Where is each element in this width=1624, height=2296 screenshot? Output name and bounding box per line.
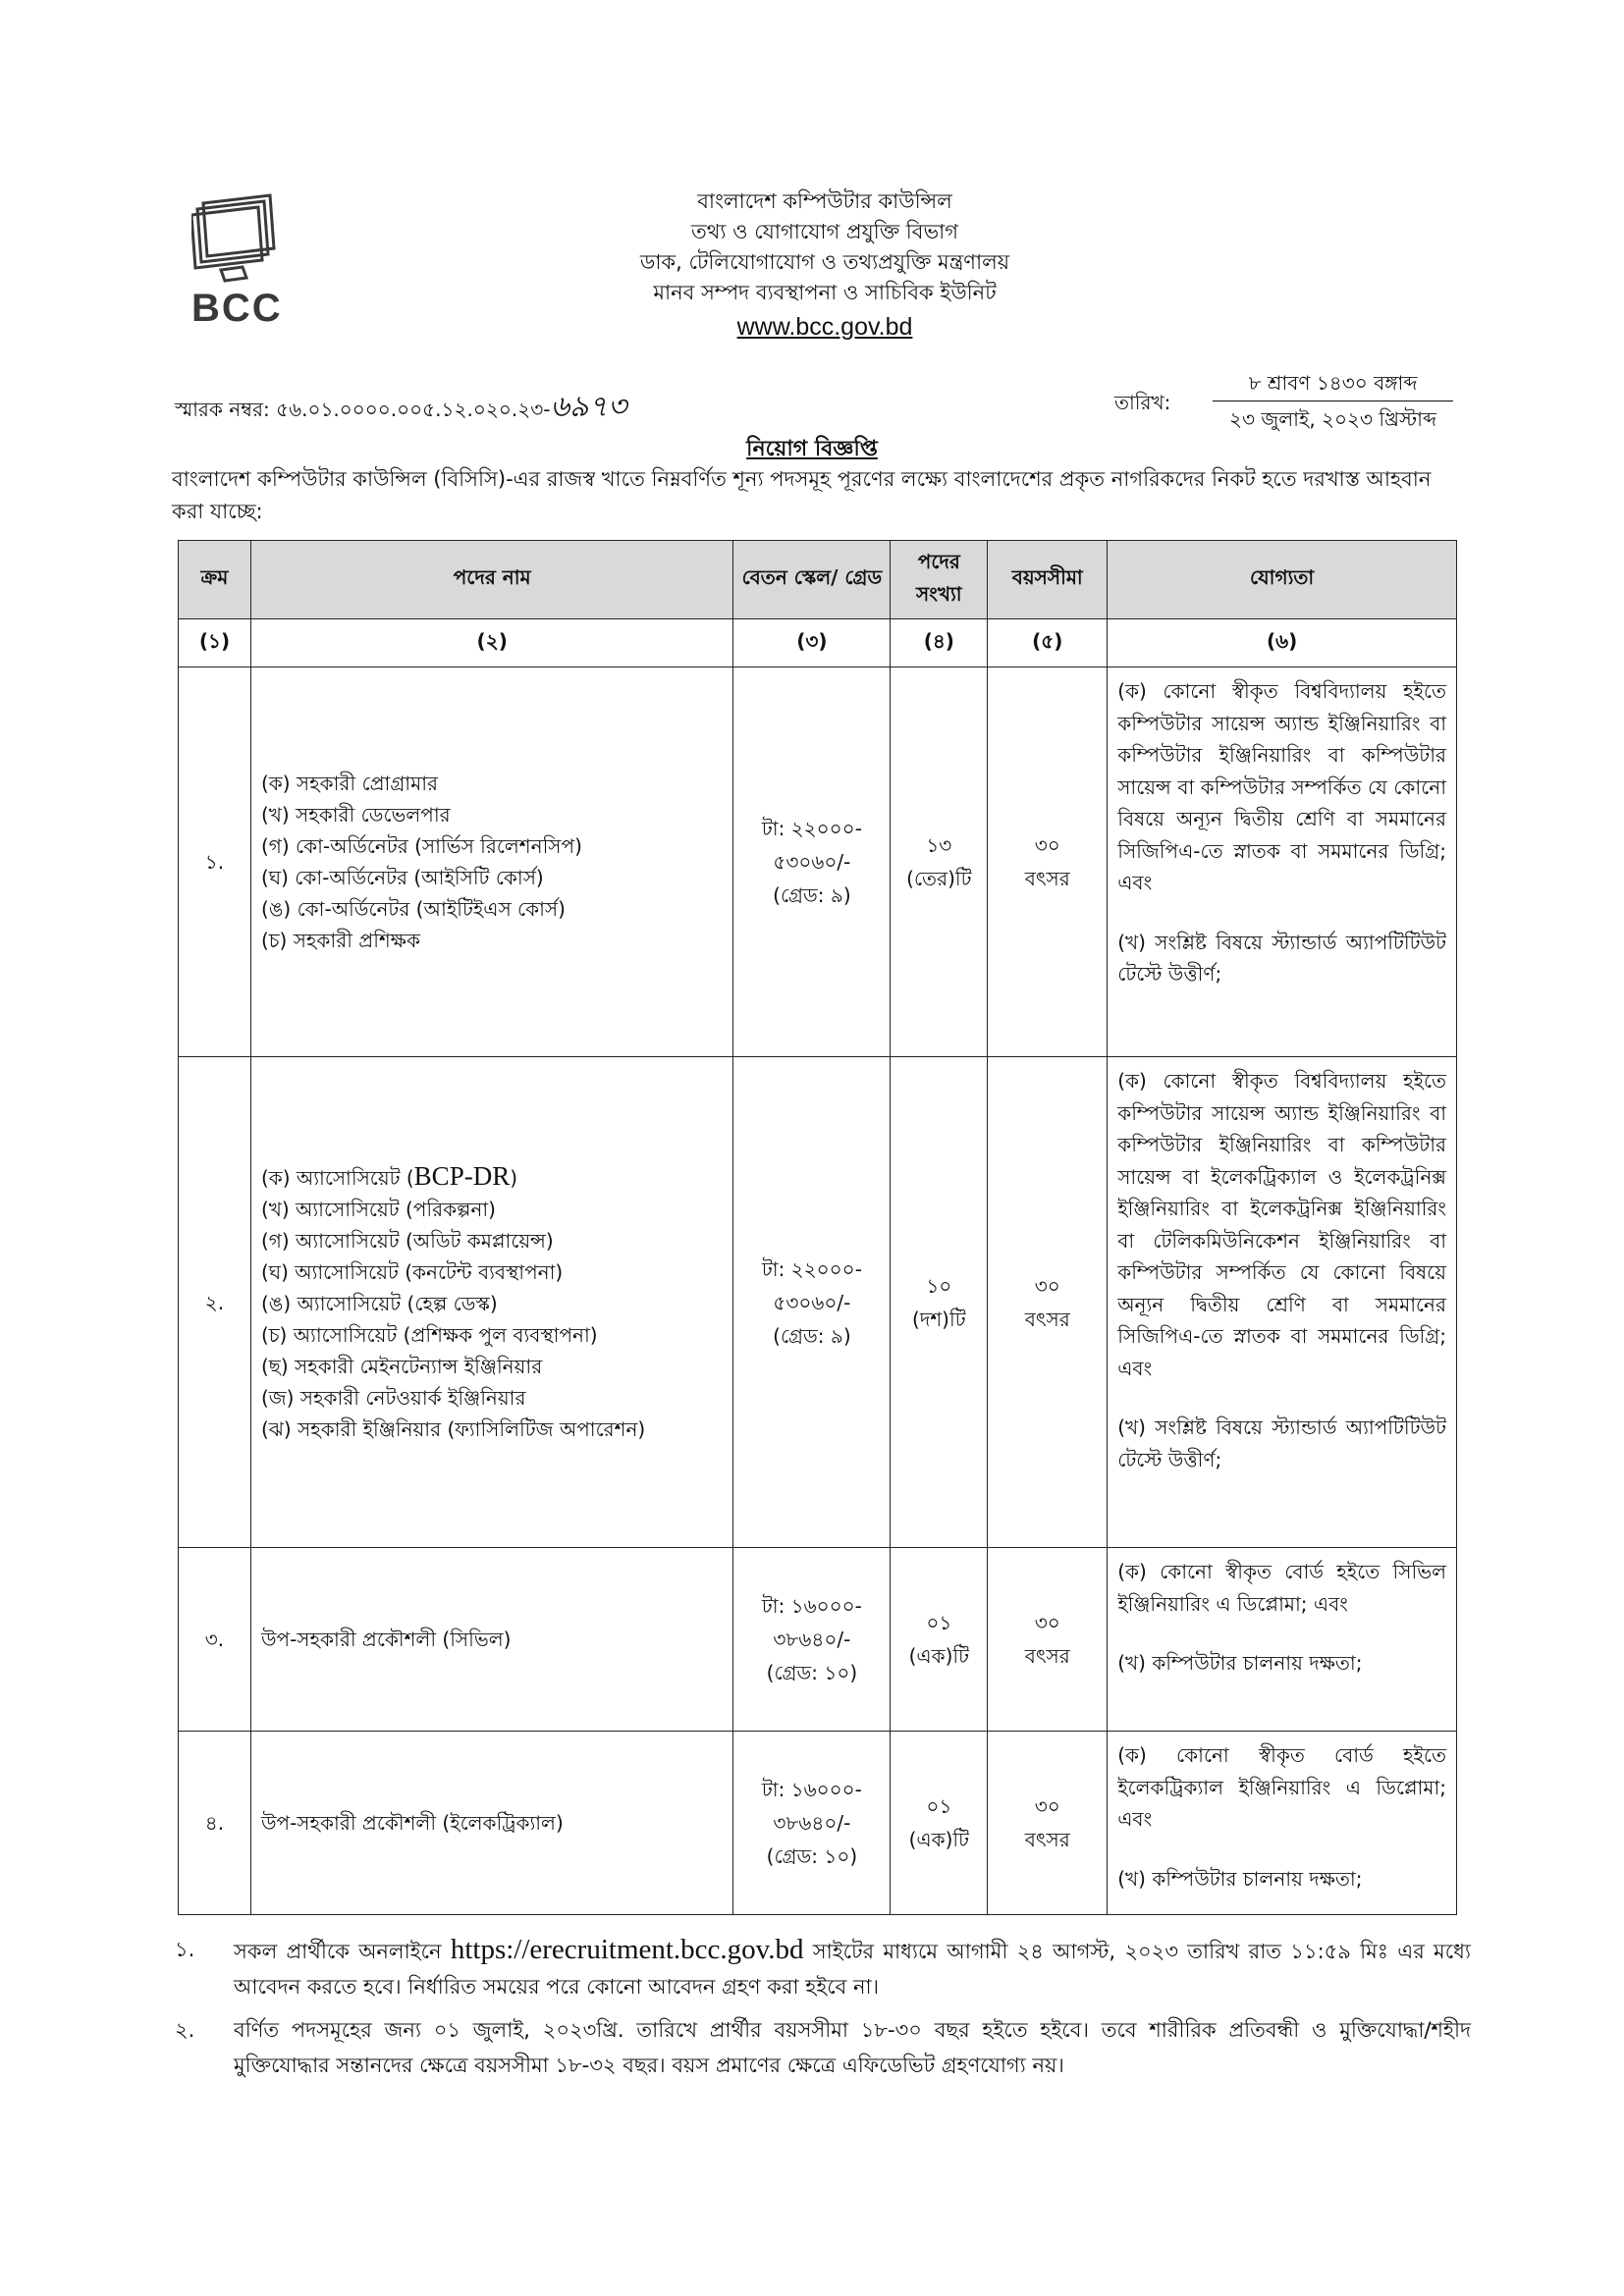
note-item: [175, 2012, 1471, 2083]
note-text-part: সকল প্রার্থীকে অনলাইনে: [234, 1940, 451, 1963]
count-line: (দশ)টি: [912, 1307, 966, 1331]
age-line: ৩০: [1034, 1611, 1060, 1634]
pay-line: ৩৮৬৪০/-: [773, 1628, 851, 1651]
notes-list: [175, 1932, 1471, 2091]
notice-title-text: নিয়োগ বিজ্ঞপ্তি: [746, 437, 878, 461]
row-pay-scale: [733, 1057, 891, 1548]
monitor-logo-icon: [191, 191, 290, 285]
memo-value: ৫৬.০১.০০০০.০০৫.১২.০২০.২৩-: [276, 398, 551, 421]
recruitment-url-link[interactable]: https://erecruitment.bcc.gov.bd: [450, 1934, 804, 1965]
post-item: (খ) সহকারী ডেভেলপার: [260, 803, 451, 827]
age-line: বৎসর: [1024, 1644, 1070, 1668]
count-line: (এক)টি: [908, 1644, 970, 1668]
row-posts: [250, 1548, 733, 1732]
row-qualification: [1108, 1057, 1457, 1548]
date-bangla: ৮ শ্রাবণ ১৪৩০ বঙ্গাব্দ: [1213, 365, 1453, 401]
date-label: তারিখ:: [1114, 391, 1171, 414]
memo-label: স্মারক নম্বর:: [175, 398, 270, 421]
org-line: বাংলাদেশ কম্পিউটার কাউন্সিল: [697, 189, 952, 213]
note-text: বর্ণিত পদসমূহের জন্য ০১ জুলাই, ২০২৩খ্রি. তারিখে প্রার্থীর বয়সসীমা ১৮-৩০ বছর হইতে হইবে। তবে শারীরিক প্রতিবন্ধী ও মুক্তিযোদ্ধা/শহীদ মুক্তিযোদ্ধার সন্তানদের ক্ষেত্রে বয়সসীমা ১৮-৩২ বছর। বয়স প্রমাণের ক্ষেত্রে এফিডেভিট গ্রহণযোগ্য নয়।: [234, 2018, 1471, 2077]
col-number: (২): [250, 619, 733, 667]
post-item: [261, 1160, 724, 1194]
post-item: (গ) অ্যাসোসিয়েট (অডিট কমপ্লায়েন্স): [260, 1228, 554, 1253]
org-line: ডাক, টেলিযোগাযোগ ও তথ্যপ্রযুক্তি মন্ত্রণালয়: [639, 250, 1010, 274]
row-posts: [250, 1057, 733, 1548]
col-number: (৫): [988, 619, 1108, 667]
post-item: (চ) সহকারী প্রশিক্ষক: [260, 929, 420, 952]
pay-line: ৫৩০৬০/-: [773, 850, 851, 874]
memo-number: [175, 383, 626, 433]
row-pay-scale: [733, 1732, 891, 1915]
age-line: বৎসর: [1024, 1828, 1070, 1851]
row-serial: ১.: [179, 667, 251, 1057]
age-line: বৎসর: [1024, 867, 1070, 890]
note-item: [175, 1932, 1471, 2004]
row-serial: ৪.: [179, 1732, 251, 1915]
post-item: উপ-সহকারী প্রকৌশলী (সিভিল): [260, 1628, 512, 1651]
pay-line: ৩৮৬৪০/-: [773, 1811, 851, 1835]
age-line: ৩০: [1034, 833, 1060, 857]
row-age-limit: [988, 1548, 1108, 1732]
org-line: তথ্য ও যোগাযোগ প্রযুক্তি বিভাগ: [691, 220, 958, 243]
row-age-limit: [988, 1732, 1108, 1915]
col-number: (১): [179, 619, 251, 667]
pay-line: টা: ২২০০০-: [761, 817, 862, 840]
note-text: [234, 1932, 1471, 2004]
memo-handwritten: ৬৯৭৩: [550, 390, 627, 424]
post-item: (চ) অ্যাসোসিয়েট (প্রশিক্ষক পুল ব্যবস্থাপনা): [260, 1322, 598, 1347]
post-item: (ঘ) কো-অর্ডিনেটর (আইসিটি কোর্স): [260, 866, 544, 889]
pay-line: ৫৩০৬০/-: [773, 1290, 851, 1314]
qualification-b: (খ) কম্পিউটার চালনায় দক্ষতা;: [1117, 1651, 1363, 1675]
header-age-limit: বয়সসীমা: [988, 541, 1108, 619]
qualification-a: (ক) কোনো স্বীকৃত বোর্ড হইতে ইলেকট্রিক্যাল ইঞ্জিনিয়ারিং এ ডিপ্লোমা; এবং: [1117, 1743, 1446, 1831]
org-line: মানব সম্পদ ব্যবস্থাপনা ও সাচিবিক ইউনিট: [653, 281, 997, 304]
count-line: ০১: [926, 1611, 952, 1634]
organization-header: [550, 187, 1100, 343]
row-qualification: [1108, 1732, 1457, 1915]
pay-line: (গ্রেড: ৯): [773, 1323, 851, 1348]
bcc-logo: [191, 191, 299, 329]
post-item-text: (ক) অ্যাসোসিয়েট (BCP-DR): [260, 1160, 518, 1191]
age-line: বৎসর: [1024, 1307, 1070, 1331]
row-post-count: [891, 1732, 988, 1915]
qualification-b: (খ) সংশ্লিষ্ট বিষয়ে স্ট্যান্ডার্ড অ্যাপটিটিউট টেস্টে উত্তীর্ণ;: [1117, 1415, 1446, 1471]
table-row: [179, 1057, 1457, 1548]
col-number: (৪): [891, 619, 988, 667]
post-item: উপ-সহকারী প্রকৌশলী (ইলেকট্রিক্যাল): [260, 1811, 564, 1835]
row-post-count: [891, 667, 988, 1057]
post-item: (ঝ) সহকারী ইঞ্জিনিয়ার (ফ্যাসিলিটিজ অপারেশন): [260, 1416, 646, 1441]
qualification-a: (ক) কোনো স্বীকৃত বিশ্ববিদ্যালয় হইতে কম্পিউটার সায়েন্স অ্যান্ড ইঞ্জিনিয়ারিং বা কম্পিউটার ইঞ্জিনিয়ারিং বা কম্পিউটার সায়েন্স বা ইলেকট্রিক্যাল ও ইলেকট্রনিক্স ইঞ্জিনিয়ারিং বা ইলেকট্রনিক্স ইঞ্জিনিয়ারিং বা টেলিকমিউনিকেশন ইঞ্জিনিয়ারিং বা কম্পিউটার সম্পর্কিত যে কোনো বিষয়ে অন্যূন দ্বিতীয় শ্রেণি বা সমমানের সিজিপিএ-তে স্নাতক বা সমমানের ডিগ্রি; এবং: [1117, 1069, 1446, 1380]
row-serial: ২.: [179, 1057, 251, 1548]
table-row: [179, 1548, 1457, 1732]
count-line: (এক)টি: [908, 1828, 970, 1851]
post-item: (খ) অ্যাসোসিয়েট (পরিকল্পনা): [260, 1197, 496, 1221]
qualification-a: (ক) কোনো স্বীকৃত বিশ্ববিদ্যালয় হইতে কম্পিউটার সায়েন্স অ্যান্ড ইঞ্জিনিয়ারিং বা কম্পিউটার ইঞ্জিনিয়ারিং বা কম্পিউটার সায়েন্স বা কম্পিউটার সম্পর্কিত যে কোনো বিষয়ে অন্যূন দ্বিতীয় শ্রেণি বা সমমানের সিজিপিএ-তে স্নাতক বা সমমানের ডিগ্রি; এবং: [1117, 679, 1446, 894]
qualification-b: (খ) কম্পিউটার চালনায় দক্ষতা;: [1117, 1866, 1363, 1891]
row-qualification: [1108, 1548, 1457, 1732]
header-post-name: পদের নাম: [250, 541, 733, 619]
header-qualification: যোগ্যতা: [1108, 541, 1457, 619]
row-age-limit: [988, 667, 1108, 1057]
count-line: ১৩: [926, 833, 952, 857]
post-item: (ঙ) অ্যাসোসিয়েট (হেল্প ডেস্ক): [260, 1291, 498, 1315]
row-pay-scale: [733, 667, 891, 1057]
post-item: (ক) সহকারী প্রোগ্রামার: [260, 772, 439, 795]
latin-abbrev: BCP-DR: [413, 1160, 511, 1191]
row-post-count: [891, 1548, 988, 1732]
pay-line: (গ্রেড: ৯): [773, 883, 851, 907]
table-row: [179, 1732, 1457, 1915]
row-posts: [250, 667, 733, 1057]
row-serial: ৩.: [179, 1548, 251, 1732]
pay-line: (গ্রেড: ১০): [766, 1661, 858, 1684]
col-number: (৩): [733, 619, 891, 667]
pay-line: টা: ১৬০০০-: [761, 1778, 862, 1801]
header-pay-scale: বেতন স্কেল/ গ্রেড: [733, 541, 891, 619]
post-item: (ছ) সহকারী মেইনটেন্যান্স ইঞ্জিনিয়ার: [260, 1354, 543, 1378]
qualification-b: (খ) সংশ্লিষ্ট বিষয়ে স্ট্যান্ডার্ড অ্যাপটিটিউট টেস্টে উত্তীর্ণ;: [1117, 930, 1446, 986]
vacancy-table: [178, 540, 1457, 1915]
post-item: (গ) কো-অর্ডিনেটর (সার্ভিস রিলেশনসিপ): [260, 834, 582, 858]
age-line: ৩০: [1034, 1794, 1060, 1818]
post-item: (জ) সহকারী নেটওয়ার্ক ইঞ্জিনিয়ার: [260, 1385, 526, 1410]
post-item: (ঘ) অ্যাসোসিয়েট (কনটেন্ট ব্যবস্থাপনা): [260, 1259, 564, 1284]
column-number-row: [179, 619, 1457, 667]
notice-intro: বাংলাদেশ কম্পিউটার কাউন্সিল (বিসিসি)-এর রাজস্ব খাতে নিম্নবর্ণিত শূন্য পদসমূহ পূরণের লক্ষ্যে বাংলাদেশের প্রকৃত নাগরিকদের নিকট হতে দরখাস্ত আহবান করা যাচ্ছে:: [172, 467, 1432, 523]
date-gregorian: ২৩ জুলাই, ২০২৩ খ্রিস্টাব্দ: [1228, 407, 1437, 431]
row-pay-scale: [733, 1548, 891, 1732]
count-line: ০১: [926, 1794, 952, 1818]
post-item: (ঙ) কো-অর্ডিনেটর (আইটিইএস কোর্স): [260, 897, 566, 921]
pay-line: (গ্রেড: ১০): [766, 1844, 858, 1868]
header-post-count: পদের সংখ্যা: [891, 541, 988, 619]
note-text-part: সাইটের মাধ্যমে আগামী ২৪ আগস্ট, ২০২৩ তারিখ রাত ১১:৫৯ মিঃ এর মধ্যে আবেদন করতে হবে। নির্ধারিত সময়ের পরে কোনো আবেদন গ্রহণ করা হইবে না।: [234, 1940, 1471, 1999]
table-row: [179, 667, 1457, 1057]
row-age-limit: [988, 1057, 1108, 1548]
row-qualification: [1108, 667, 1457, 1057]
header-serial: ক্রম: [179, 541, 251, 619]
count-line: (তের)টি: [906, 867, 972, 890]
note-number: ২.: [175, 2018, 195, 2042]
qualification-a: (ক) কোনো স্বীকৃত বোর্ড হইতে সিভিল ইঞ্জিনিয়ারিং এ ডিপ্লোমা; এবং: [1117, 1560, 1446, 1616]
note-number: ১.: [175, 1938, 195, 1961]
logo-text: BCC: [191, 287, 283, 330]
table-header-row: [179, 541, 1457, 619]
pay-line: টা: ১৬০০০-: [761, 1594, 862, 1618]
count-line: ১০: [926, 1273, 952, 1298]
row-post-count: [891, 1057, 988, 1548]
col-number: (৬): [1108, 619, 1457, 667]
age-line: ৩০: [1034, 1273, 1060, 1298]
website-link[interactable]: www.bcc.gov.bd: [736, 313, 913, 341]
pay-line: টা: ২২০০০-: [761, 1256, 862, 1281]
row-posts: [250, 1732, 733, 1915]
